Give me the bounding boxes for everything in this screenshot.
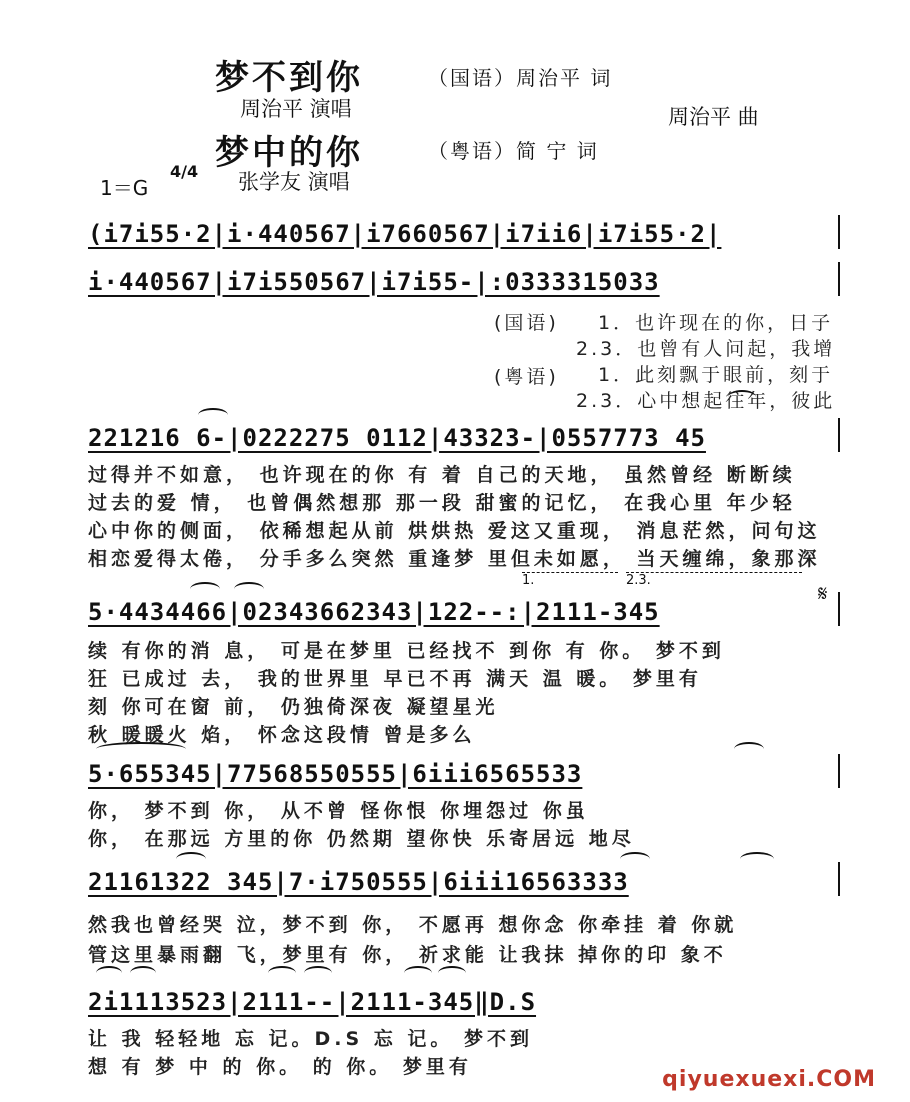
lyric-row-7-2: 想 有 梦 中 的 你。 的 你。 梦里有: [88, 1056, 472, 1078]
lyric-row-3-2: 过去的爱 情， 也曾偶然想那 那一段 甜蜜的记忆， 在我心里 年少轻: [88, 492, 796, 514]
lyric-row-4-4: 秋 暖暖火 焰， 怀念这段情 曾是多么: [88, 724, 476, 746]
lyric-row-3-3: 心中你的侧面， 依稀想起从前 烘烘热 爱这又重现， 消息茫然，问句这: [88, 520, 821, 542]
label-guoyu: (国语): [494, 312, 559, 334]
slur: [620, 852, 650, 866]
notation-row-6: 21161322 345|7·i750555|6iii16563333: [88, 868, 629, 896]
barline: [838, 215, 840, 249]
slur: [190, 582, 220, 596]
lyric-row-4-2: 狂 已成过 去， 我的世界里 早已不再 满天 温 暖。 梦里有: [88, 668, 702, 690]
time-signature: 4/4: [170, 162, 199, 181]
lyric-row-7-1: 让 我 轻轻地 忘 记。D.S 忘 记。 梦不到: [88, 1028, 533, 1050]
lyric-row-3-4: 相恋爱得太倦， 分手多么突然 重逢梦 里但未如愿， 当天缠绵，象那深: [88, 548, 821, 570]
slur: [96, 742, 186, 756]
barline: [838, 262, 840, 296]
notation-row-3: 221216 6-|0222275 0112|43323-|0557773 45: [88, 424, 706, 452]
lyric-row-4-1: 续 有你的消 息， 可是在梦里 已经找不 到你 有 你。 梦不到: [88, 640, 725, 662]
lyric-row-3-1: 过得并不如意， 也许现在的你 有 着 自己的天地， 虽然曾经 断断续: [88, 464, 796, 486]
slur: [176, 852, 206, 866]
notation-row-5: 5·655345|77568550555|6iii6565533: [88, 760, 583, 788]
title-guoyu: 梦不到你: [215, 58, 363, 98]
slur: [438, 966, 466, 980]
lyric-row-6-1: 然我也曾经哭 泣，梦不到 你， 不愿再 想你念 你牵挂 着 你就: [88, 914, 738, 936]
volta-second: 2.3.: [626, 572, 802, 579]
slur: [198, 408, 228, 422]
lyricist-guoyu: （国语）周治平 词: [428, 66, 613, 90]
volta-first: 1.: [522, 572, 618, 579]
label-yueyu: (粤语): [494, 366, 559, 388]
slur: [234, 582, 264, 596]
segno-sign: 𝄋: [818, 582, 828, 607]
site-watermark: qiyuexuexi.COM: [662, 1067, 876, 1092]
barline: [838, 592, 840, 626]
intro-line-1: 1．也许现在的你，日子: [598, 312, 834, 334]
slur: [130, 966, 156, 980]
slur: [404, 966, 432, 980]
slur: [304, 966, 332, 980]
intro-line-4: 2.3．心中想起往年，彼此: [576, 390, 836, 412]
lyricist-yueyu: （粤语）简 宁 词: [428, 139, 599, 163]
slur: [268, 966, 296, 980]
barline: [838, 418, 840, 452]
barline: [838, 862, 840, 896]
notation-row-2: i·440567|i7i550567|i7i55-|:0333315033: [88, 268, 660, 296]
lyric-row-4-3: 刻 你可在窗 前， 仍独倚深夜 凝望星光: [88, 696, 499, 718]
slur: [96, 966, 122, 980]
lyric-row-5-2: 你， 在那远 方里的你 仍然期 望你快 乐寄居远 地尽: [88, 828, 635, 850]
notation-row-4: 5·4434466|02343662343|122--:|2111-345: [88, 598, 660, 626]
lyric-row-5-1: 你， 梦不到 你， 从不曾 怪你恨 你埋怨过 你虽: [88, 800, 589, 822]
title-yueyu: 梦中的你: [215, 133, 363, 173]
intro-line-2: 2.3．也曾有人问起，我增: [576, 338, 836, 360]
slur: [734, 742, 764, 756]
barline: [838, 754, 840, 788]
slur: [740, 852, 774, 866]
singer-guoyu: 周治平 演唱: [240, 97, 352, 121]
notation-row-1: (i7i55·2|i·440567|i7660567|i7ii6|i7i55·2|: [88, 220, 722, 248]
singer-yueyu: 张学友 演唱: [238, 170, 350, 194]
intro-line-3: 1．此刻飘于眼前，刻于: [598, 364, 834, 386]
slur: [728, 390, 756, 404]
lyric-row-6-2: 管这里暴雨翻 飞，梦里有 你， 祈求能 让我抹 掉你的印 象不: [88, 944, 727, 966]
notation-row-7: 2i1113523|2111--|2111-345‖D.S: [88, 988, 537, 1016]
key-signature: 1＝G: [100, 176, 149, 200]
composer: 周治平 曲: [668, 105, 759, 129]
